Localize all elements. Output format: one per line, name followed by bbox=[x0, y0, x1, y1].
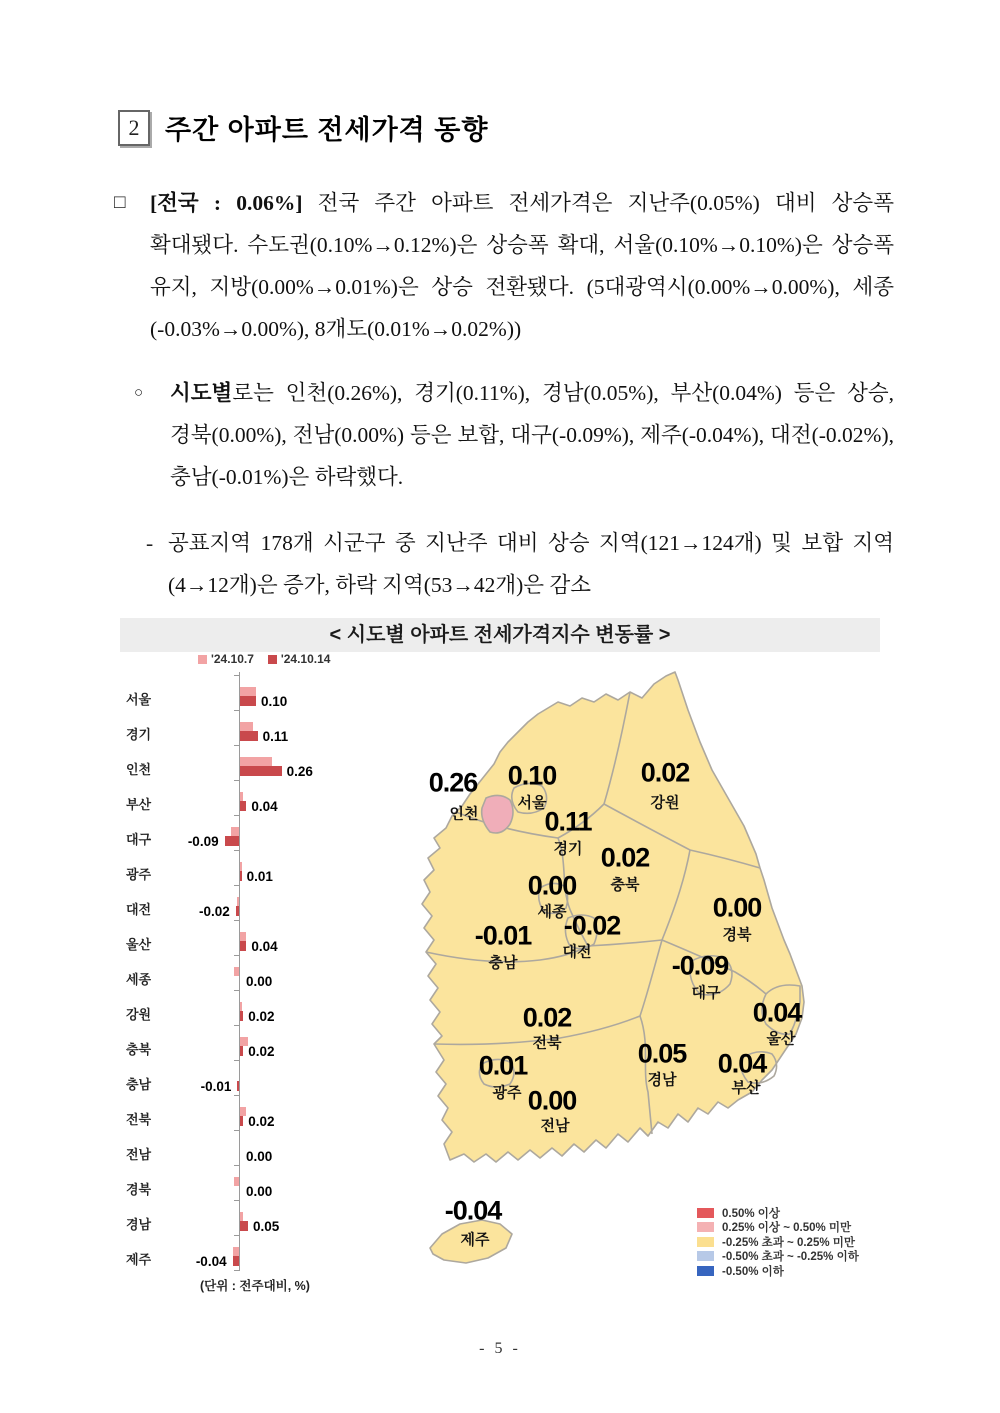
bar-region-label: 강원 bbox=[126, 1007, 152, 1022]
body-text bbox=[114, 182, 894, 606]
map-value-label: 0.11 bbox=[544, 806, 592, 837]
bar-region-label: 충북 bbox=[126, 1042, 152, 1057]
bar-value-label: -0.02 bbox=[199, 904, 230, 919]
bar-prev-week bbox=[240, 1037, 248, 1046]
map-legend-row bbox=[697, 1250, 859, 1264]
map-region-name: 서울 bbox=[517, 794, 547, 812]
map-value-label: 0.10 bbox=[507, 760, 557, 791]
map-legend-label: -0.50% 초과 ~ -0.25% 이하 bbox=[722, 1251, 859, 1264]
map-legend-row bbox=[697, 1221, 859, 1235]
bar-region-label: 울산 bbox=[126, 937, 152, 952]
bar-curr-week bbox=[240, 1011, 243, 1021]
map-region-name: 대구 bbox=[691, 984, 721, 1002]
map-value-label: 0.04 bbox=[717, 1048, 767, 1079]
bar-chart bbox=[120, 652, 370, 1312]
axis-tick bbox=[234, 1130, 239, 1131]
map-value-label: 0.00 bbox=[712, 892, 762, 923]
map-legend-label: 0.25% 이상 ~ 0.50% 미만 bbox=[722, 1222, 852, 1235]
bar-value-label: 0.05 bbox=[253, 1219, 280, 1234]
map-region-name: 대전 bbox=[562, 943, 592, 961]
bar-curr-week bbox=[240, 871, 242, 881]
map-region-name: 충남 bbox=[488, 954, 518, 972]
figure-title: < 시도별 아파트 전세가격지수 변동률 > bbox=[329, 624, 671, 646]
axis-tick bbox=[234, 710, 239, 711]
paragraph-counts bbox=[146, 522, 894, 606]
map-value-label: -0.04 bbox=[444, 1195, 502, 1226]
bar-curr-week bbox=[240, 1116, 243, 1126]
section-number-box: 2 bbox=[118, 110, 150, 146]
bar-value-label: 0.10 bbox=[261, 694, 288, 709]
bar-region-label: 세종 bbox=[126, 972, 152, 987]
bar-curr-week bbox=[240, 696, 256, 706]
region-incheon bbox=[482, 795, 513, 833]
bar-value-label: 0.00 bbox=[246, 974, 273, 989]
korea-map bbox=[390, 656, 830, 1284]
section-header bbox=[118, 108, 488, 147]
legend-label-prev: '24.10.7 bbox=[211, 652, 254, 666]
bar-value-label: 0.00 bbox=[246, 1149, 273, 1164]
bar-curr-week bbox=[240, 941, 246, 951]
bar-value-label: 0.26 bbox=[286, 764, 313, 779]
axis-tick bbox=[234, 1025, 239, 1026]
axis-tick bbox=[234, 745, 239, 746]
map-region-name: 울산 bbox=[766, 1030, 796, 1048]
map-legend-row bbox=[697, 1264, 859, 1278]
axis-tick bbox=[234, 1060, 239, 1061]
axis-tick bbox=[234, 815, 239, 816]
map-region-name: 충북 bbox=[610, 876, 640, 894]
bar-value-label: 0.04 bbox=[251, 939, 278, 954]
map-value-label: 0.02 bbox=[600, 842, 650, 873]
axis-tick bbox=[234, 990, 239, 991]
map-region-name: 전북 bbox=[532, 1034, 562, 1052]
map-value-label: 0.05 bbox=[637, 1038, 687, 1069]
map-legend-label: -0.25% 초과 ~ 0.25% 미만 bbox=[722, 1236, 855, 1249]
axis-tick bbox=[234, 1165, 239, 1166]
map-legend-swatch-icon bbox=[697, 1208, 714, 1218]
legend-item-curr-week bbox=[268, 652, 331, 666]
bar-prev-week bbox=[240, 722, 253, 731]
bar-value-label: -0.09 bbox=[187, 834, 219, 849]
map-legend-row bbox=[697, 1206, 859, 1220]
map-region-name: 전남 bbox=[540, 1117, 570, 1135]
map-legend-label: 0.50% 이상 bbox=[722, 1207, 781, 1220]
legend-swatch-prev-icon bbox=[198, 655, 207, 664]
bar-chart-legend bbox=[198, 652, 330, 666]
bar-region-label: 충남 bbox=[126, 1077, 152, 1092]
map-legend-label: -0.50% 이하 bbox=[722, 1265, 784, 1278]
axis-tick bbox=[234, 675, 239, 676]
bar-region-label: 경남 bbox=[126, 1217, 152, 1232]
paragraph-national-bold: [전국 : 0.06%] bbox=[150, 191, 303, 215]
bar-value-label: 0.02 bbox=[248, 1009, 275, 1024]
map-region-name: 광주 bbox=[492, 1084, 522, 1102]
bar-value-label: -0.01 bbox=[200, 1079, 232, 1094]
bar-curr-week bbox=[237, 1081, 239, 1091]
axis-tick bbox=[234, 920, 239, 921]
bar-value-label: 0.04 bbox=[251, 799, 278, 814]
bar-curr-week bbox=[240, 687, 256, 696]
paragraph-national-text: [전국 : 0.06%] 전국 주간 아파트 전세가격은 지난주(0.05%) 대비 상승폭 확대됐다. 수도권(0.10%→0.12%)은 상승폭 확대, 서울(0.10%→0.10%)은 상승폭 유지, 지방(0.00%→0.01%)은 상승 전환됐다. (5대광역시(0.00%→0.00%), 세종(-0.03%→0.00%), 8개도(0.01%→0.02%)) bbox=[150, 191, 894, 341]
axis-tick bbox=[234, 1235, 239, 1236]
legend-swatch-curr-icon bbox=[268, 655, 277, 664]
map-region-name: 제주 bbox=[460, 1231, 490, 1249]
bar-region-label: 대구 bbox=[126, 832, 152, 847]
bar-prev-week bbox=[240, 1212, 243, 1221]
figure-title-banner bbox=[120, 618, 880, 652]
paragraph-national bbox=[114, 182, 894, 350]
bar-region-label: 전남 bbox=[126, 1147, 152, 1162]
map-legend-swatch-icon bbox=[697, 1251, 714, 1261]
bar-curr-week bbox=[240, 731, 258, 741]
bar-value-label: 0.01 bbox=[246, 869, 273, 884]
bar-prev-week bbox=[240, 792, 243, 801]
map-region-name: 강원 bbox=[650, 794, 680, 812]
bar-value-label: 0.11 bbox=[262, 729, 289, 744]
bar-curr-week bbox=[233, 1256, 239, 1266]
map-value-label: -0.01 bbox=[474, 920, 532, 951]
axis-tick bbox=[234, 885, 239, 886]
bar-curr-week bbox=[240, 1046, 243, 1056]
axis-tick bbox=[234, 1095, 239, 1096]
circle-bullet: ○ bbox=[134, 385, 144, 401]
bar-prev-week bbox=[240, 1107, 246, 1116]
axis-tick bbox=[234, 850, 239, 851]
map-value-label: 0.04 bbox=[752, 997, 802, 1028]
map-value-label: 0.00 bbox=[527, 870, 577, 901]
bar-region-label: 인천 bbox=[126, 762, 152, 777]
page-number: - 5 - bbox=[479, 1340, 521, 1357]
bar-prev-week bbox=[231, 827, 239, 836]
bar-curr-week bbox=[240, 932, 246, 941]
legend-item-prev-week bbox=[198, 652, 254, 666]
bar-value-label: 0.02 bbox=[248, 1044, 275, 1059]
bar-region-label: 서울 bbox=[126, 692, 152, 707]
bar-curr-week bbox=[225, 836, 239, 846]
axis-tick bbox=[234, 955, 239, 956]
paragraph-counts-text: 공표지역 178개 시군구 중 지난주 대비 상승 지역(121→124개) 및 보합 지역(4→12개)은 증가, 하락 지역(53→42개)은 감소 bbox=[168, 531, 894, 597]
dash-bullet: - bbox=[146, 531, 154, 555]
bar-region-label: 전북 bbox=[126, 1112, 152, 1127]
bar-region-label: 제주 bbox=[126, 1252, 152, 1267]
map-legend-swatch-icon bbox=[697, 1237, 714, 1247]
bar-prev-week bbox=[240, 757, 272, 766]
bar-region-label: 광주 bbox=[126, 867, 152, 882]
map-legend bbox=[697, 1206, 859, 1279]
map-region-name: 세종 bbox=[537, 903, 567, 921]
legend-label-curr: '24.10.14 bbox=[280, 652, 331, 666]
bar-region-label: 대전 bbox=[126, 902, 152, 917]
map-value-label: 0.01 bbox=[478, 1050, 528, 1081]
map-legend-row bbox=[697, 1235, 859, 1249]
map-region-name: 부산 bbox=[731, 1079, 761, 1097]
square-bullet: □ bbox=[114, 192, 126, 213]
map-region-name: 경북 bbox=[722, 926, 752, 944]
map-value-label: 0.26 bbox=[428, 767, 478, 798]
korea-map-svg bbox=[390, 656, 830, 1284]
map-value-label: 0.02 bbox=[522, 1002, 572, 1033]
map-value-label: -0.02 bbox=[563, 910, 621, 941]
bar-prev-week bbox=[234, 1177, 239, 1186]
bar-prev-week bbox=[240, 1002, 242, 1011]
map-value-label: 0.00 bbox=[527, 1085, 577, 1116]
bar-curr-week bbox=[236, 906, 239, 916]
bar-value-label: 0.02 bbox=[248, 1114, 275, 1129]
bar-value-label: 0.00 bbox=[246, 1184, 273, 1199]
unit-note: (단위 : 전주대비, %) bbox=[200, 1279, 310, 1293]
bar-region-label: 경북 bbox=[126, 1182, 152, 1197]
axis-tick bbox=[234, 1270, 239, 1271]
bar-region-label: 경기 bbox=[126, 727, 152, 742]
paragraph-regions-text: 시도별로는 인천(0.26%), 경기(0.11%), 경남(0.05%), 부산(0.04%) 등은 상승, 경북(0.00%), 전남(0.00%) 등은 보합, 대구(-0.09%), 제주(-0.04%), 대전(-0.02%), 충남(-0.01%)은 하락했다. bbox=[170, 381, 894, 489]
map-region-name: 경기 bbox=[553, 840, 583, 858]
map-value-label: 0.02 bbox=[640, 757, 690, 788]
bar-curr-week bbox=[240, 766, 282, 776]
paragraph-regions bbox=[134, 372, 894, 498]
bar-curr-week bbox=[240, 1221, 248, 1231]
bar-prev-week bbox=[234, 967, 239, 976]
bar-prev-week bbox=[237, 897, 239, 906]
paragraph-regions-bold: 시도별 bbox=[170, 381, 233, 405]
map-legend-swatch-icon bbox=[697, 1266, 714, 1276]
axis-tick bbox=[234, 1200, 239, 1201]
map-legend-swatch-icon bbox=[697, 1222, 714, 1232]
map-value-label: -0.09 bbox=[671, 950, 729, 981]
section-title: 주간 아파트 전세가격 동향 bbox=[165, 115, 489, 145]
bar-curr-week bbox=[233, 1247, 239, 1256]
bar-region-label: 부산 bbox=[126, 797, 152, 812]
axis-tick bbox=[234, 780, 239, 781]
bar-curr-week bbox=[240, 862, 242, 871]
bar-value-label: -0.04 bbox=[195, 1254, 227, 1269]
bar-curr-week bbox=[240, 801, 246, 811]
map-region-name: 경남 bbox=[647, 1071, 677, 1089]
map-region-name: 인천 bbox=[449, 805, 479, 823]
